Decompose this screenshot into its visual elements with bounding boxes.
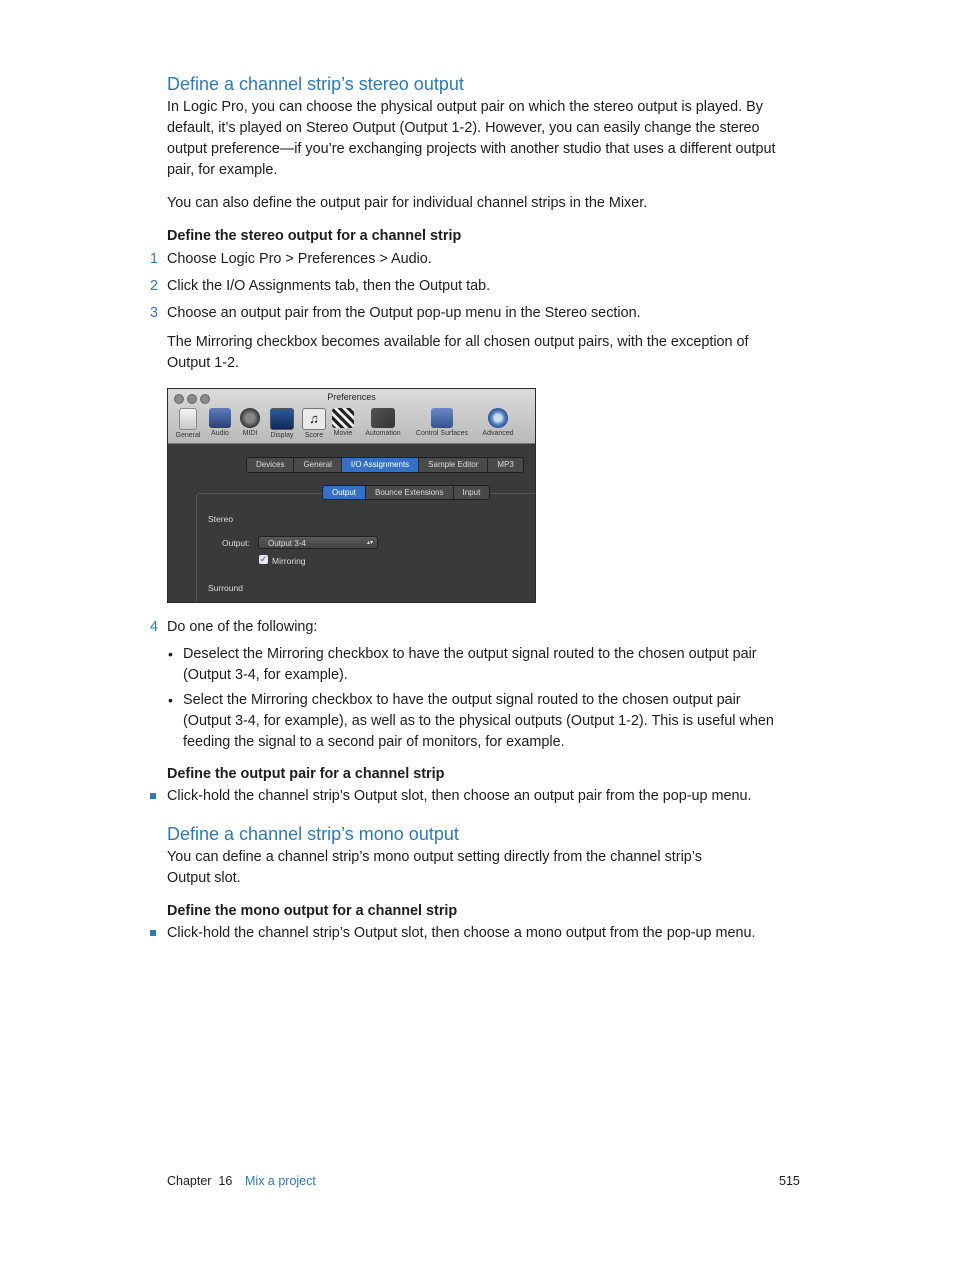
toolbar-label: MIDI — [242, 430, 258, 437]
toolbar-midi — [238, 408, 262, 437]
toolbar-label: General — [175, 432, 201, 439]
step-text: Choose Logic Pro > Preferences > Audio. — [167, 251, 432, 267]
toolbar-advanced — [478, 408, 518, 437]
step-note: The Mirroring checkbox becomes available for all chosen output pairs, with the exception of Output 1-2. — [167, 334, 749, 371]
mirroring-label: Mirroring — [272, 556, 306, 566]
tab-general[interactable]: General — [294, 458, 341, 472]
footer-chapter-link[interactable]: Mix a project — [245, 1174, 316, 1188]
page-number: 515 — [779, 1174, 800, 1188]
gear-icon — [488, 408, 508, 428]
section-heading-mono-output: Define a channel strip’s mono output — [167, 824, 459, 844]
bullet-dot-icon: • — [168, 692, 173, 708]
step-number: 1 — [150, 251, 159, 267]
toolbar-audio — [207, 408, 233, 437]
chevron-updown-icon: ▴▾ — [366, 540, 373, 546]
step-text: Choose an output pair from the Output pop-up menu in the Stereo section. — [167, 305, 641, 321]
step-number: 2 — [150, 278, 159, 294]
toolbar-display — [266, 408, 298, 439]
task-item: Click-hold the channel strip’s Output slot, then choose a mono output from the pop-up menu. — [167, 925, 756, 941]
toolbar-automation — [360, 408, 406, 437]
tab-io-assignments[interactable]: I/O Assignments — [342, 458, 419, 472]
window-title: Preferences — [327, 392, 376, 402]
bullet-text: Select the Mirroring checkbox to have the output signal routed to the chosen output pair (Output 3-4, for example), as well as to the physical outputs (Output 1-2). This is useful when feeding the signal to a second pair of monitors, for example. — [183, 692, 774, 750]
toolbar-label: Score — [304, 432, 324, 439]
tab-mp3[interactable]: MP3 — [488, 458, 522, 472]
toolbar-label: Display — [270, 432, 294, 439]
preferences-tabs — [246, 457, 524, 473]
automation-icon — [371, 408, 395, 428]
bullet-dot-icon: • — [168, 646, 173, 662]
output-popup-menu[interactable] — [258, 536, 378, 549]
task-heading: Define the stereo output for a channel strip — [167, 228, 462, 244]
bullet-text: Deselect the Mirroring checkbox to have the output signal routed to the chosen output pair (Output 3-4, for example). — [183, 646, 757, 683]
midi-port-icon — [240, 408, 260, 428]
section-heading-stereo-output: Define a channel strip’s stereo output — [167, 74, 464, 94]
step-number: 4 — [150, 619, 159, 635]
toolbar-label: Automation — [365, 430, 401, 437]
output-popup-value: Output 3-4 — [268, 539, 306, 548]
toolbar-score — [302, 408, 326, 439]
paragraph: In Logic Pro, you can choose the physical output pair on which the stereo output is played. By default, it’s played on Stereo Output (Output 1-2). However, you can easily change the stereo output preference—if you’re exchanging projects with another studio that uses a different output pair, for example. — [167, 99, 776, 178]
music-note-icon: ♫ — [302, 408, 326, 430]
footer-chapter: Chapter 16 — [167, 1174, 233, 1188]
io-subtabs — [322, 485, 490, 500]
stereo-section-label: Stereo — [208, 514, 234, 524]
window-titlebar — [168, 389, 535, 444]
step-text: Click the I/O Assignments tab, then the Output tab. — [167, 278, 491, 294]
mirroring-checkbox[interactable]: ✓ — [259, 554, 268, 564]
paragraph: You can also define the output pair for individual channel strips in the Mixer. — [167, 195, 648, 211]
step-text: Do one of the following: — [167, 619, 318, 635]
paragraph: You can define a channel strip’s mono output setting directly from the channel strip’s Output slot. — [167, 849, 702, 886]
task-heading: Define the mono output for a channel strip — [167, 903, 458, 919]
surround-section-label: Surround — [208, 583, 243, 593]
toolbar-movie — [330, 408, 356, 437]
switch-icon — [179, 408, 197, 430]
preferences-window-screenshot — [167, 388, 536, 603]
toolbar-label: Movie — [333, 430, 353, 437]
toolbar-general — [173, 408, 203, 439]
clapperboard-icon — [332, 408, 354, 428]
monitor-icon — [270, 408, 294, 430]
tab-devices[interactable]: Devices — [247, 458, 294, 472]
toolbar-label: Advanced — [482, 430, 514, 437]
square-bullet-icon — [150, 793, 156, 799]
mixer-faders-icon — [431, 408, 453, 428]
tab-input[interactable]: Input — [454, 486, 490, 499]
task-heading: Define the output pair for a channel strip — [167, 766, 445, 782]
output-label: Output: — [222, 538, 250, 548]
toolbar-label: Audio — [211, 430, 229, 437]
tab-output[interactable]: Output — [323, 486, 366, 499]
toolbar-control-surfaces — [410, 408, 474, 437]
toolbar-label: Control Surfaces — [415, 430, 469, 437]
tab-sample-editor[interactable]: Sample Editor — [419, 458, 488, 472]
step-number: 3 — [150, 305, 159, 321]
square-bullet-icon — [150, 930, 156, 936]
task-item: Click-hold the channel strip’s Output slot, then choose an output pair from the pop-up menu. — [167, 788, 752, 804]
tab-bounce-extensions[interactable]: Bounce Extensions — [366, 486, 454, 499]
waveform-icon — [209, 408, 231, 428]
